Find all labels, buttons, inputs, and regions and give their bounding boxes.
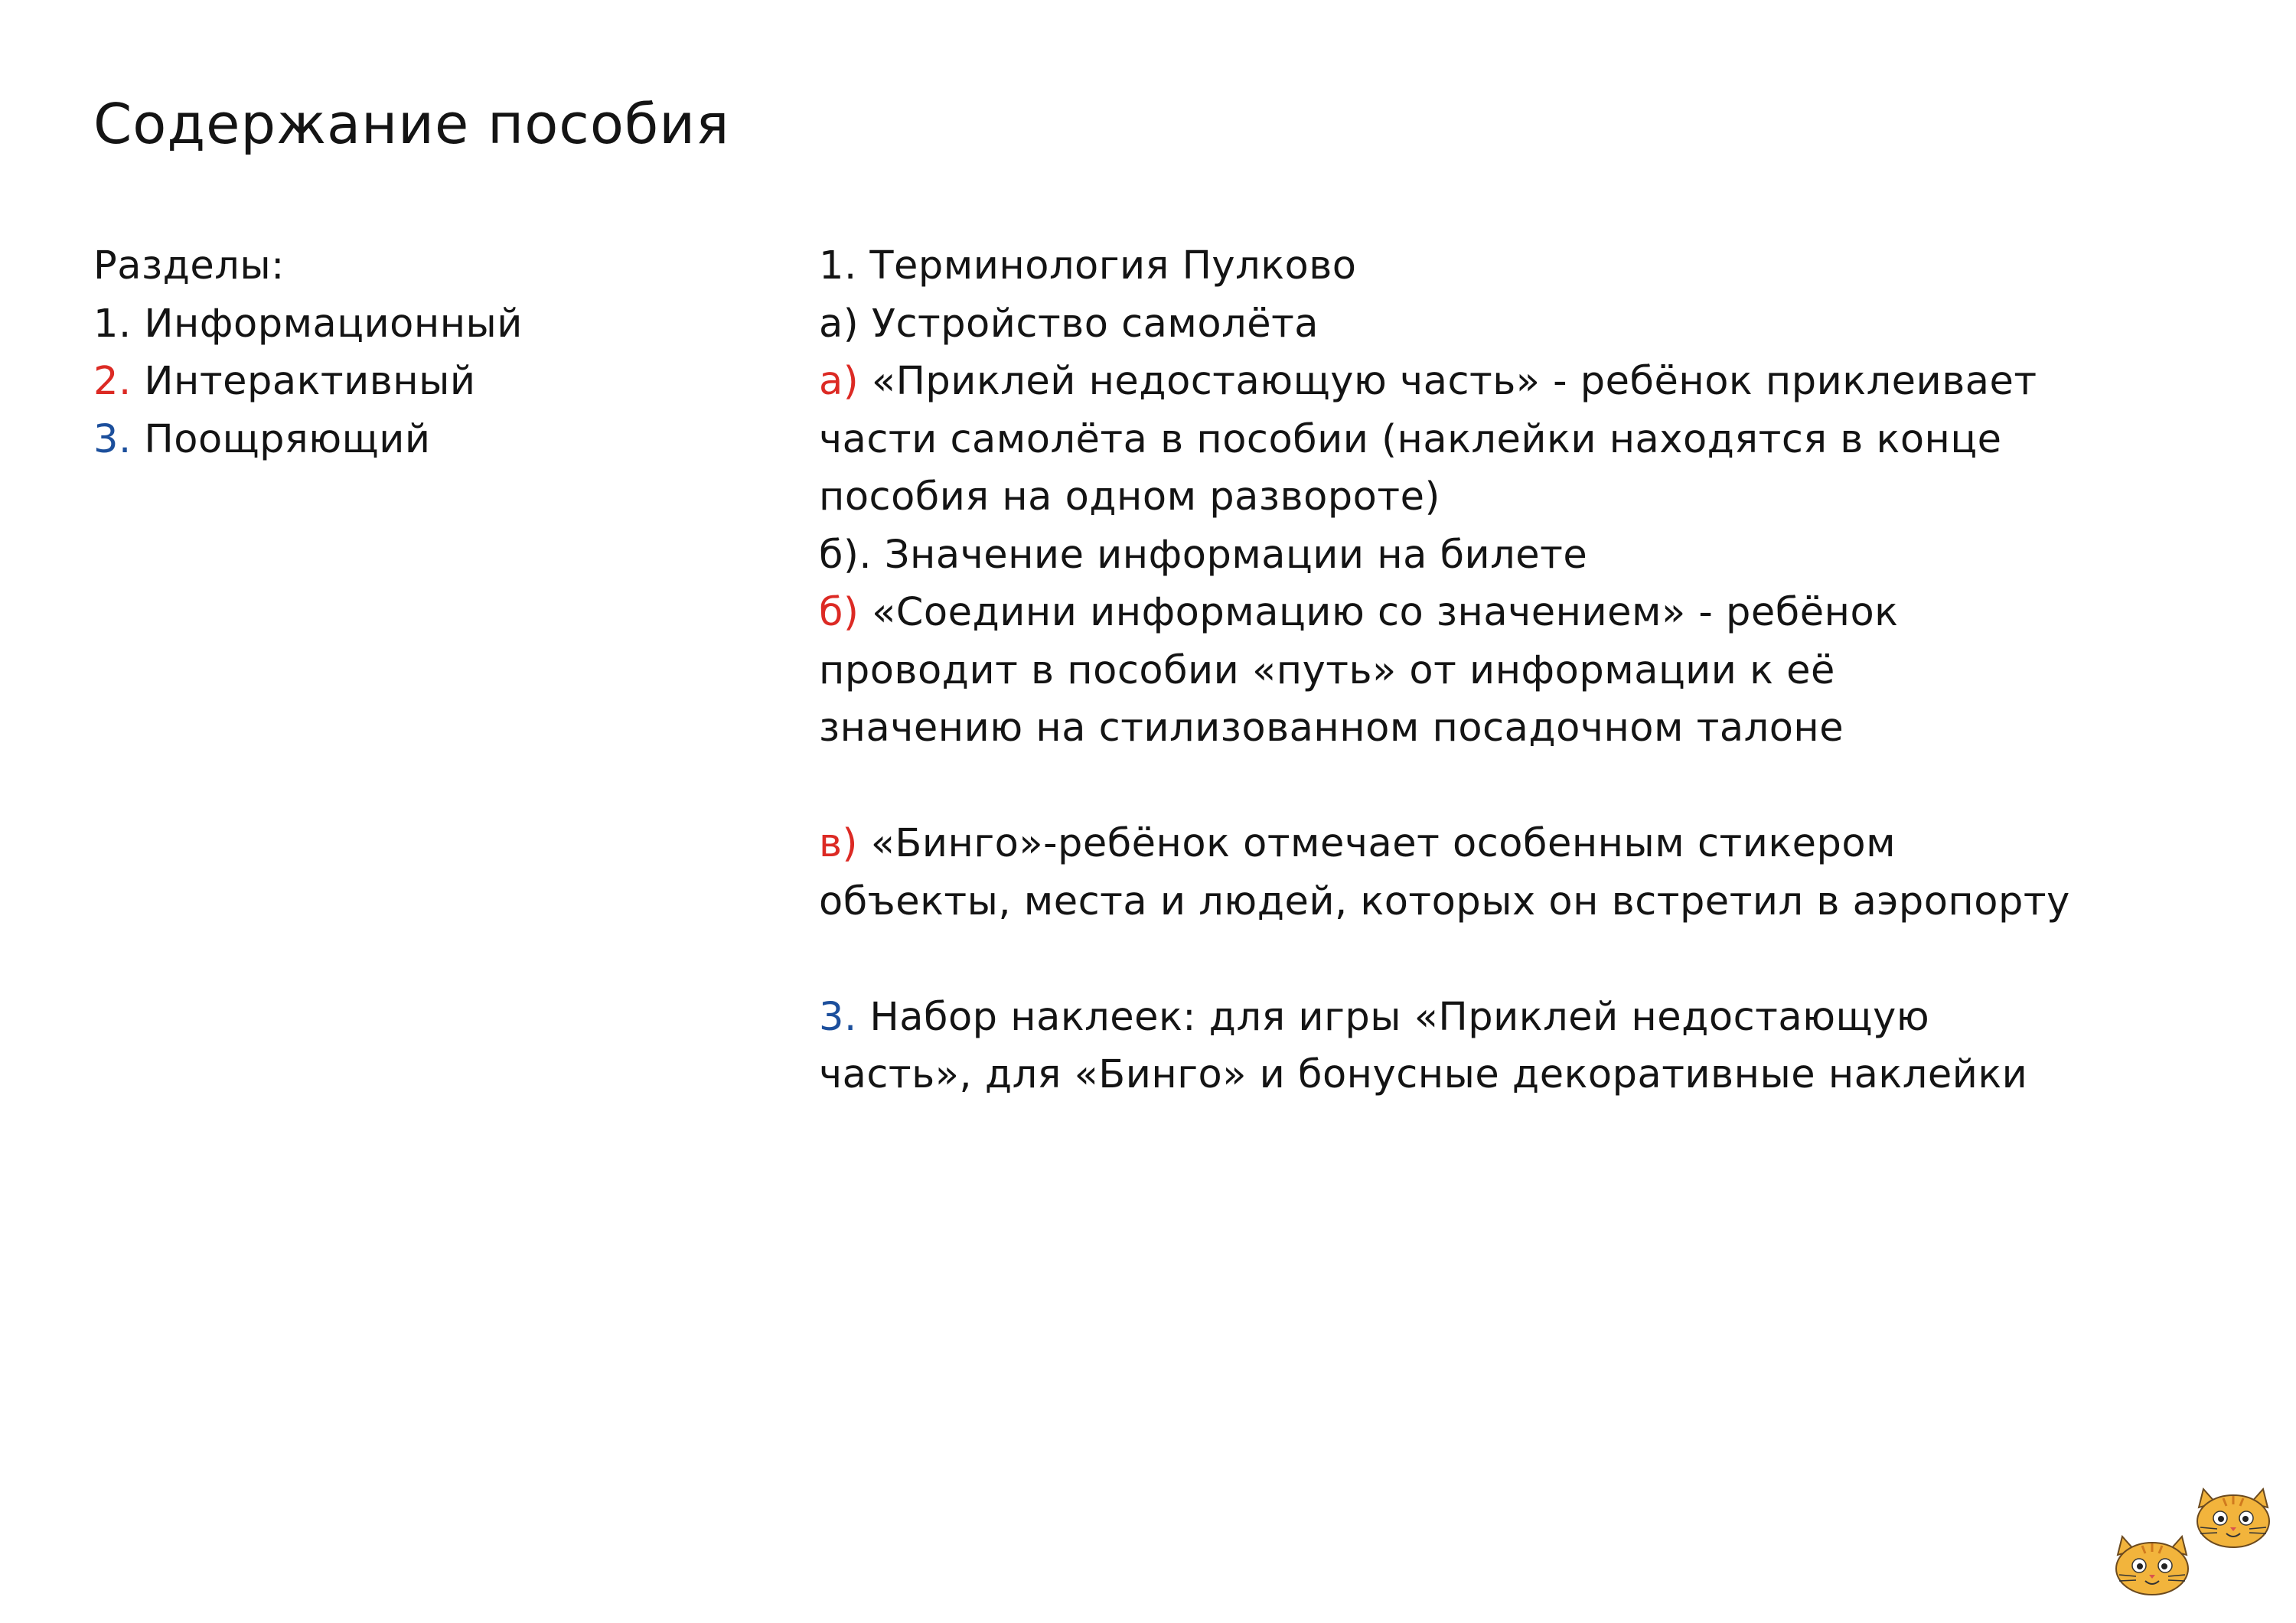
cat-face-icon (2116, 1537, 2188, 1595)
airplane-structure-item: а) Устройство самолёта (819, 301, 1319, 347)
ticket-info-item: б). Значение информации на билете (819, 532, 1588, 578)
terminology-title: 1. Терминология Пулково (819, 243, 1357, 288)
task-marker: б) (819, 590, 859, 635)
task-text: объекты, места и людей, которых он встретил в аэропорту (819, 878, 2070, 924)
sticker-text: Набор наклеек: для игры «Приклей недостающую (869, 994, 1930, 1040)
task-marker: а) (819, 359, 859, 404)
bingo-task (819, 815, 2258, 930)
section-label: Интерактивный (144, 359, 476, 404)
task-text: «Приклей недостающую часть» - ребёнок приклеивает (871, 359, 2037, 404)
sections-list (93, 237, 752, 468)
section-number: 1. (93, 301, 132, 347)
spacer (819, 930, 2258, 989)
sticker-text: часть», для «Бинго» и бонусные декоративные наклейки (819, 1052, 2028, 1097)
sticker-marker: 3. (819, 994, 857, 1040)
section-label: Информационный (144, 301, 523, 347)
section-details (819, 237, 2258, 1104)
spacer (819, 758, 2258, 816)
task-text: части самолёта в пособии (наклейки находятся в конце (819, 416, 2002, 462)
cat-faces-icon (2108, 1484, 2281, 1599)
page-title: Содержание пособия (93, 92, 730, 156)
task-text: «Бинго»-ребёнок отмечает особенным стикером (870, 821, 1896, 866)
task-text: проводит в пособии «путь» от информации к её (819, 647, 1835, 693)
sections-heading: Разделы: (93, 243, 285, 288)
task-text: «Соедини информацию со значением» - ребёнок (872, 590, 1899, 635)
section-item-informational (93, 295, 752, 354)
connect-info-task (819, 584, 2258, 758)
section-item-rewarding (93, 411, 752, 469)
cat-face-icon (2197, 1489, 2269, 1547)
section-number: 3. (93, 416, 132, 462)
task-text: значению на стилизованном посадочном талоне (819, 706, 1844, 751)
task-text: пособия на одном развороте) (819, 474, 1440, 520)
glue-missing-part-task (819, 353, 2258, 526)
sticker-set (819, 989, 2258, 1104)
section-number: 2. (93, 359, 132, 404)
section-label: Поощряющий (144, 416, 431, 462)
section-item-interactive (93, 353, 752, 411)
task-marker: в) (819, 821, 858, 866)
